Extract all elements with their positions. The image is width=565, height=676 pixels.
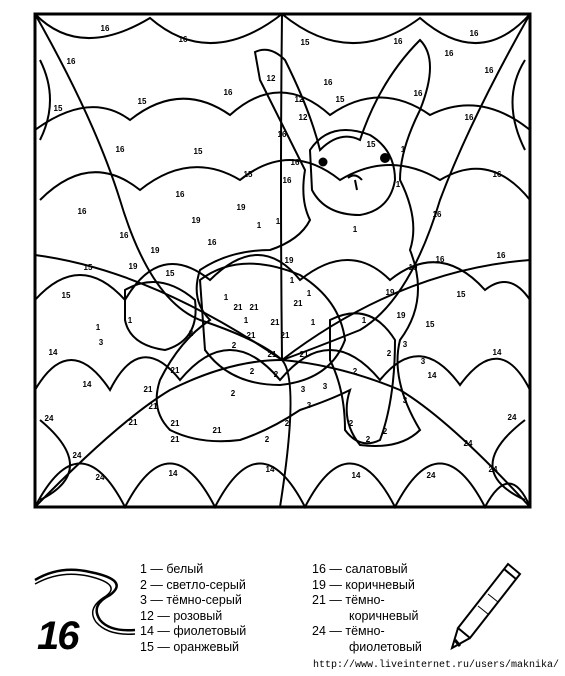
region-number: 24 [507,413,517,422]
region-number: 2 [273,370,279,379]
region-number: 21 [293,299,303,308]
region-number: 2 [249,367,255,376]
region-number: 12 [266,74,276,83]
region-number: 19 [236,203,246,212]
region-number: 1 [95,323,101,332]
legend-item: 24 — тёмно- [312,624,385,638]
region-number: 24 [72,451,82,460]
region-number: 2 [352,367,358,376]
legend-item: 14 — фиолетовый [140,624,247,638]
region-number: 1 [361,316,367,325]
region-number: 3 [402,340,408,349]
region-number: 14 [82,380,92,389]
region-number: 19 [191,216,201,225]
region-number: 24 [95,473,105,482]
region-number: 24 [463,439,473,448]
region-number: 3 [306,401,312,410]
region-number: 15 [243,170,253,179]
region-number: 1 [352,225,358,234]
region-number: 21 [249,303,259,312]
region-number: 1 [243,316,249,325]
region-number: 14 [351,471,361,480]
region-number: 16 [178,35,188,44]
rabbit-eye-left [319,158,328,167]
web-line [513,60,526,150]
web-line [281,14,282,360]
region-number: 2 [382,427,388,436]
region-number: 16 [290,158,300,167]
rabbit-eye-right [380,153,390,163]
region-number: 21 [170,366,180,375]
region-number: 21 [267,350,277,359]
region-number: 21 [233,303,243,312]
source-url: http://www.liveinternet.ru/users/maknika/ [313,660,560,671]
region-number: 1 [127,316,133,325]
region-number: 3 [98,338,104,347]
page-number: 16 [37,614,78,658]
region-number: 21 [270,318,280,327]
region-number: 15 [53,104,63,113]
region-number: 16 [119,231,129,240]
legend-item: коричневый [349,608,419,623]
legend-item: 12 — розовый [140,608,223,623]
region-number: 12 [298,113,308,122]
region-number: 1 [289,276,295,285]
pencil-icon [448,556,528,656]
legend-item: 1 — белый [140,562,204,576]
legend-item: 16 — салатовый [312,562,408,576]
region-number: 24 [488,465,498,474]
region-number: 3 [402,396,408,405]
region-number: 15 [83,263,93,272]
region-number: 16 [435,255,445,264]
region-number: 1 [223,293,229,302]
legend-item: 3 — тёмно-серый [140,593,242,607]
region-number: 1 [306,289,312,298]
web-line [40,60,50,140]
region-number: 19 [284,256,294,265]
region-number: 15 [425,320,435,329]
region-number: 15 [61,291,71,300]
region-number: 15 [456,290,466,299]
region-number: 19 [396,311,406,320]
legend-left [140,562,246,655]
region-number: 2 [264,435,270,444]
region-number: 3 [420,357,426,366]
region-number: 1 [400,145,406,154]
region-number: 14 [48,348,58,357]
region-number: 16 [77,207,87,216]
region-number: 3 [300,385,306,394]
region-number: 14 [265,465,275,474]
legend-item: 2 — светло-серый [140,577,246,592]
region-number: 16 [496,251,506,260]
rabbit-mouth [348,175,362,190]
region-number: 21 [170,419,180,428]
region-number: 15 [366,140,376,149]
rabbit-leg [330,313,395,443]
region-number: 16 [464,113,474,122]
region-number: 2 [348,419,354,428]
region-number: 16 [207,238,217,247]
web-line [35,14,291,507]
region-number: 2 [386,349,392,358]
region-number: 1 [275,217,281,226]
region-number: 15 [137,97,147,106]
region-number: 14 [427,371,437,380]
legend-item: 15 — оранжевый [140,639,240,654]
region-number: 21 [246,331,256,340]
legend-item: 19 — коричневый [312,577,415,592]
region-number: 24 [44,414,54,423]
region-number: 14 [168,469,178,478]
region-number: 21 [280,331,290,340]
region-number: 2 [231,341,237,350]
region-number: 2 [188,329,194,338]
region-number: 16 [282,176,292,185]
region-number: 3 [322,382,328,391]
region-number: 1 [310,318,316,327]
region-number: 21 [170,435,180,444]
region-number: 16 [484,66,494,75]
region-number: 16 [469,29,479,38]
region-number: 16 [115,145,125,154]
region-number: 1 [395,180,401,189]
legend-item: фиолетовый [349,639,422,654]
region-number: 16 [432,210,442,219]
legend-item: 21 — тёмно- [312,593,385,607]
region-number: 15 [165,269,175,278]
region-number: 21 [143,385,153,394]
region-number: 16 [66,57,76,66]
region-number: 16 [413,89,423,98]
region-number: 16 [277,130,287,139]
region-number: 16 [223,88,233,97]
region-number: 16 [100,24,110,33]
region-number: 12 [294,95,304,104]
legend-right [312,562,422,655]
region-number: 15 [335,95,345,104]
region-number: 19 [128,262,138,271]
region-number: 21 [299,350,309,359]
region-number: 15 [300,38,310,47]
region-number: 19 [408,263,418,272]
region-number: 16 [175,190,185,199]
region-number: 2 [230,389,236,398]
region-number: 16 [492,170,502,179]
region-number: 21 [128,418,138,427]
region-number: 16 [444,49,454,58]
region-number: 21 [212,426,222,435]
region-number: 14 [492,348,502,357]
region-number: 16 [393,37,403,46]
region-number: 16 [323,78,333,87]
region-number: 21 [148,402,158,411]
region-number: 15 [193,147,203,156]
region-number: 24 [426,471,436,480]
region-number: 2 [284,419,290,428]
region-number: 2 [365,435,371,444]
region-number: 19 [150,246,160,255]
region-number: 19 [385,288,395,297]
region-number: 1 [256,221,262,230]
